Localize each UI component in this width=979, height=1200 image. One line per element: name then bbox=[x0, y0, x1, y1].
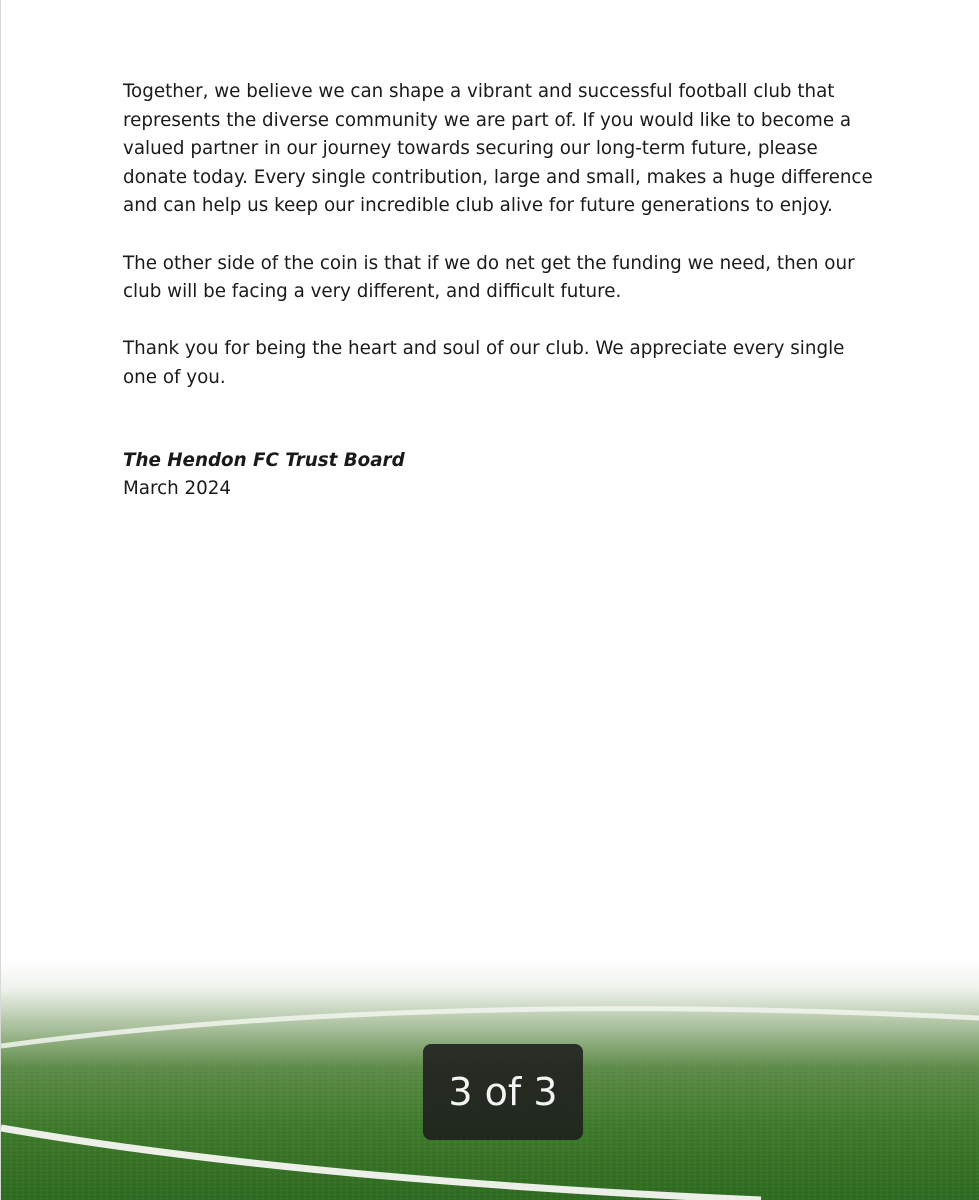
paragraph-thank-you: Thank you for being the heart and soul of our club. We appreciate every single one of you. bbox=[123, 338, 845, 388]
page-indicator: 3 of 3 bbox=[423, 1044, 583, 1140]
signature-name: The Hendon FC Trust Board bbox=[123, 449, 405, 471]
signature-date: March 2024 bbox=[123, 478, 232, 500]
paragraph-donate-appeal: Together, we believe we can shape a vibrant and successful football club that represents the diverse community we are part of. If you would like to become a valued partner in our journey towards securing our long-term future, please donate today. Every single contribution, large and small, makes a huge difference and can help us keep our incredible club alive for future generations to enjoy. bbox=[123, 81, 873, 217]
letter-body bbox=[123, 78, 883, 504]
signature-block bbox=[123, 447, 883, 504]
paragraph-funding-warning: The other side of the coin is that if we do net get the funding we need, then our club will be facing a very different, and difficult future. bbox=[123, 252, 855, 303]
